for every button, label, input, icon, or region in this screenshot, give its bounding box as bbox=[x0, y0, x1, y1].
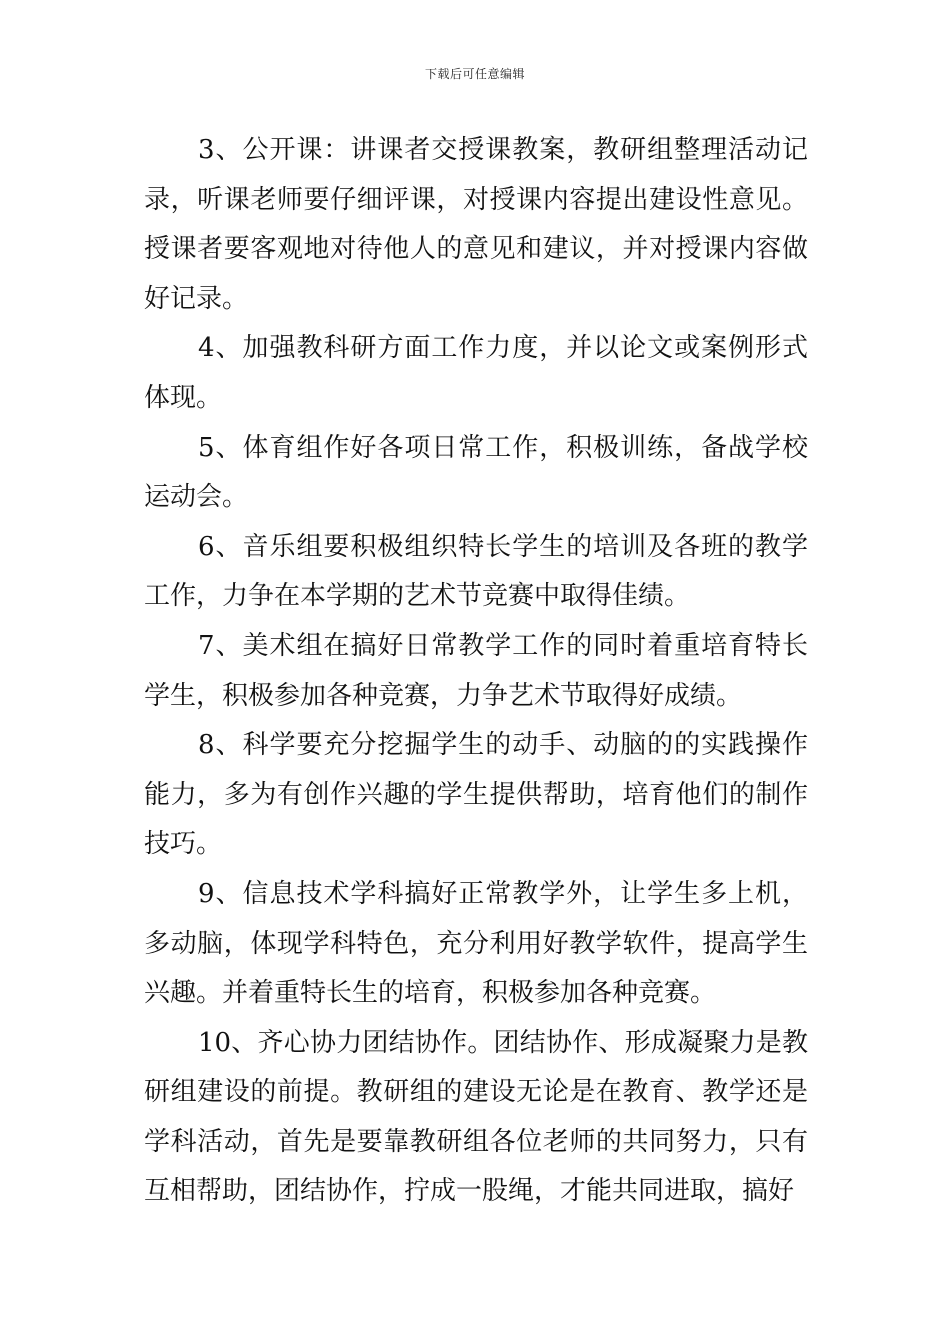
paragraph-item-10: 10、齐心协力团结协作。团结协作、形成凝聚力是教研组建设的前提。教研组的建设无论是在教育、教学还是学科活动，首先是要靠教研组各位老师的共同努力，只有互相帮助，团结协作，拧成一股绳，才能共同进取，搞好 bbox=[144, 1027, 808, 1207]
paragraph-item-6: 6、音乐组要积极组织特长学生的培训及各班的教学工作，力争在本学期的艺术节竞赛中取得佳绩。 bbox=[144, 531, 808, 612]
paragraph-item-7: 7、美术组在搞好日常教学工作的同时着重培育特长学生，积极参加各种竞赛，力争艺术节取得好成绩。 bbox=[144, 630, 808, 711]
paragraph-item-8: 8、科学要充分挖掘学生的动手、动脑的的实践操作能力，多为有创作兴趣的学生提供帮助，培育他们的制作技巧。 bbox=[144, 730, 808, 860]
paragraph-item-5: 5、体育组作好各项日常工作，积极训练，备战学校运动会。 bbox=[144, 432, 808, 513]
page-header: 下载后可任意编辑 bbox=[424, 67, 525, 81]
paragraph-item-4: 4、加强教科研方面工作力度，并以论文或案例形式体现。 bbox=[144, 333, 808, 413]
paragraph-item-9: 9、信息技术学科搞好正常教学外，让学生多上机，多动脑，体现学科特色，充分利用好教学软件，提高学生兴趣。并着重特长生的培育，积极参加各种竞赛。 bbox=[144, 878, 808, 1009]
paragraph-item-3: 3、公开课：讲课者交授课教案，教研组整理活动记录，听课老师要仔细评课，对授课内容提出建设性意见。授课者要客观地对待他人的意见和建议，并对授课内容做好记录。 bbox=[144, 135, 808, 314]
document-body bbox=[144, 126, 808, 1217]
